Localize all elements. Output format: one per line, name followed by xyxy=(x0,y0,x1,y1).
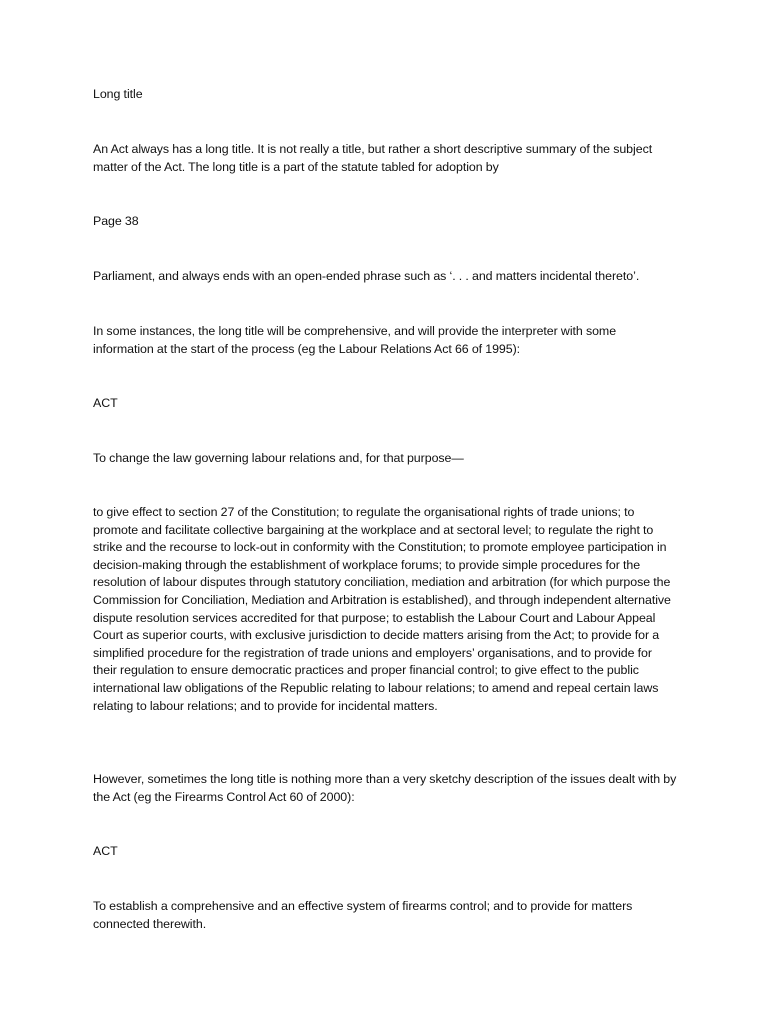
act-heading-2: ACT xyxy=(93,844,118,858)
act-purpose-1: To change the law governing labour relations and, for that purpose— xyxy=(93,451,464,465)
act-long-title-1: to give effect to section 27 of the Constitution; to regulate the organisational rights of trade unions; to promote and facilitate collective bargaining at the workplace and at sectoral level; to regulate the right to strike and the recourse to lock-out in conformity with the Constitution; to promote employee participation in decision-making through the establishment of workplace forums; to provide simple procedures for the resolution of labour disputes through statutory conciliation, mediation and arbitration (for which purpose the Commission for Conciliation, Mediation and Arbitration is established), and through independent alternative dispute resolution services accredited for that purpose; to establish the Labour Court and Labour Appeal Court as superior courts, with exclusive jurisdiction to decide matters arising from the Act; to provide for a simplified procedure for the registration of trade unions and employers’ organisations, and to provide for their regulation to ensure democratic practices and proper financial control; to give effect to the public international law obligations of the Republic relating to labour relations; to amend and repeal certain laws relating to labour relations; and to provide for incidental matters. xyxy=(93,505,671,713)
paragraph-intro: An Act always has a long title. It is not really a title, but rather a short descriptive summary of the subject matter of the Act. The long title is a part of the statute tabled for adoption by xyxy=(93,142,653,174)
act-heading-1: ACT xyxy=(93,396,118,410)
paragraph-sketchy-example: However, sometimes the long title is nothing more than a very sketchy description of the issues dealt with by the Act (eg the Firearms Control Act 60 of 2000): xyxy=(93,772,677,804)
paragraph-comprehensive-example: In some instances, the long title will be comprehensive, and will provide the interpreter with some information at the start of the process (eg the Labour Relations Act 66 of 1995): xyxy=(93,324,617,356)
paragraph-continuation: Parliament, and always ends with an open-ended phrase such as ‘. . . and matters incidental thereto’. xyxy=(93,269,640,283)
section-heading: Long title xyxy=(93,87,143,101)
act-long-title-2: To establish a comprehensive and an effective system of firearms control; and to provide for matters connected therewith. xyxy=(93,899,633,931)
page-number: Page 38 xyxy=(93,214,139,228)
